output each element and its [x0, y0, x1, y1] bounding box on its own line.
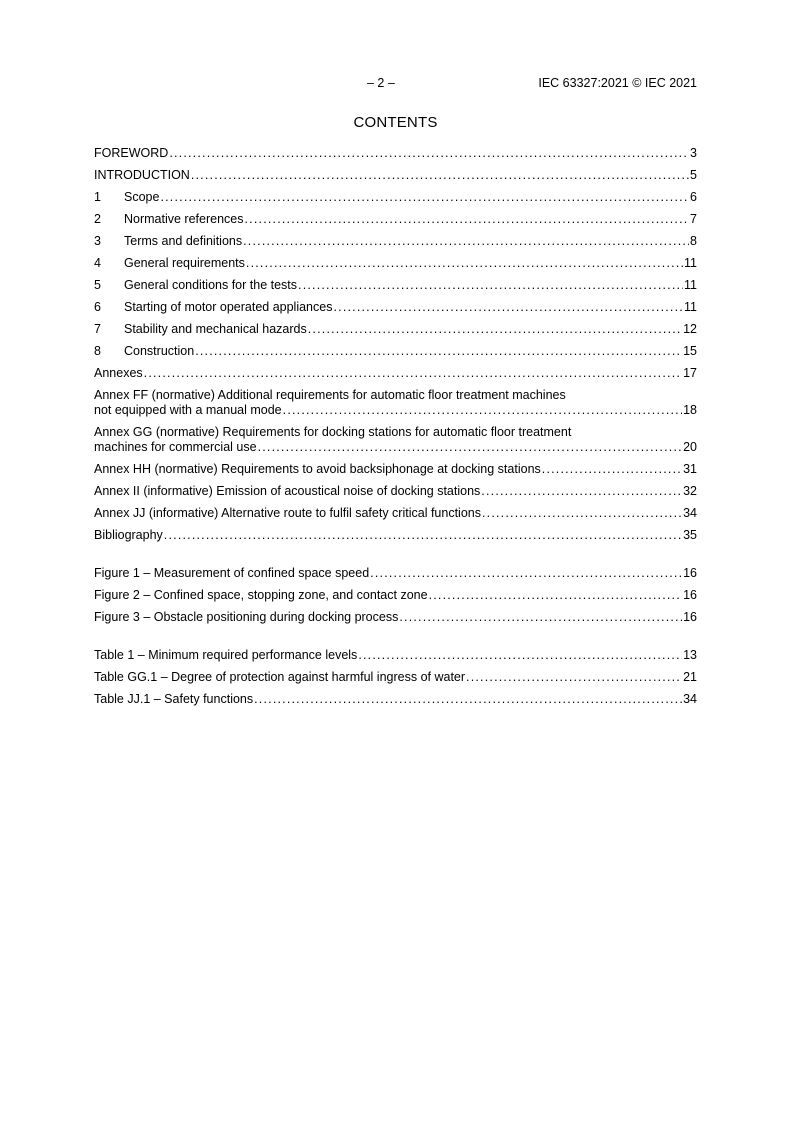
- toc-entry-table-jj1[interactable]: [94, 692, 697, 707]
- toc-page: 13: [683, 648, 697, 662]
- page-number: – 2 –: [367, 76, 395, 90]
- dot-leader: [466, 670, 682, 685]
- standard-reference: IEC 63327:2021 © IEC 2021: [538, 76, 697, 90]
- toc-label-line1: Annex FF (normative) Additional requirements for automatic floor treatment machines: [94, 388, 566, 402]
- toc-label: Figure 1 – Measurement of confined space speed: [94, 566, 370, 580]
- dot-leader: [298, 278, 683, 293]
- toc-page: 16: [683, 610, 697, 624]
- dot-leader: [144, 366, 682, 381]
- toc-label: Annexes: [94, 366, 143, 380]
- toc-page: 34: [683, 506, 697, 520]
- toc-entry-figure-2[interactable]: [94, 588, 697, 603]
- toc-page: 6: [690, 190, 697, 204]
- toc-label: Table GG.1 – Degree of protection against harmful ingress of water: [94, 670, 466, 684]
- clause-number: 4: [94, 256, 101, 270]
- toc-page: 35: [683, 528, 697, 542]
- toc-entry-foreword[interactable]: [94, 146, 697, 161]
- dot-leader: [245, 212, 690, 227]
- dot-leader: [254, 692, 682, 707]
- toc-page: 21: [683, 670, 697, 684]
- toc-page: 18: [683, 403, 697, 417]
- dot-leader: [358, 648, 682, 663]
- dot-leader: [169, 146, 689, 161]
- toc-label: FOREWORD: [94, 146, 169, 160]
- toc-entry-clause-6[interactable]: [94, 300, 697, 315]
- toc-entry-clause-3[interactable]: [94, 234, 697, 249]
- toc-label: Annex HH (normative) Requirements to avoid backsiphonage at docking stations: [94, 462, 541, 476]
- dot-leader: [283, 403, 682, 418]
- toc-page: 16: [683, 566, 697, 580]
- toc-label: Annex II (informative) Emission of acoustical noise of docking stations: [94, 484, 481, 498]
- page-header: [94, 76, 697, 92]
- clause-number: 3: [94, 234, 101, 248]
- toc-page: 7: [690, 212, 697, 226]
- clause-number: 2: [94, 212, 101, 226]
- toc-page: 15: [683, 344, 697, 358]
- toc-entry-annex-ii[interactable]: [94, 484, 697, 499]
- toc-page: 34: [683, 692, 697, 706]
- dot-leader: [399, 610, 682, 625]
- toc-label: Figure 3 – Obstacle positioning during docking process: [94, 610, 399, 624]
- toc-entry-clause-1[interactable]: [94, 190, 697, 205]
- clause-number: 7: [94, 322, 101, 336]
- toc-page: 11: [684, 256, 697, 270]
- dot-leader: [258, 440, 683, 455]
- toc-entry-annex-jj[interactable]: [94, 506, 697, 521]
- toc-entry-bibliography[interactable]: [94, 528, 697, 543]
- dot-leader: [370, 566, 682, 581]
- toc-entry-figure-1[interactable]: [94, 566, 697, 581]
- section-gap: [94, 632, 697, 648]
- toc-label: Annex JJ (informative) Alternative route to fulfil safety critical functions: [94, 506, 481, 520]
- toc-page: 11: [684, 300, 697, 314]
- clause-number: 8: [94, 344, 101, 358]
- toc-entry-clause-8[interactable]: [94, 344, 697, 359]
- toc-page: 5: [690, 168, 697, 182]
- clause-number: 5: [94, 278, 101, 292]
- dot-leader: [482, 506, 682, 521]
- dot-leader: [481, 484, 682, 499]
- toc-entry-introduction[interactable]: [94, 168, 697, 183]
- section-gap: [94, 550, 697, 566]
- toc-label-line1: Annex GG (normative) Requirements for docking stations for automatic floor treatment: [94, 425, 572, 439]
- page-title: CONTENTS: [353, 114, 438, 131]
- toc-label-line2: not equipped with a manual mode: [94, 403, 282, 417]
- toc-entry-annex-hh[interactable]: [94, 462, 697, 477]
- dot-leader: [246, 256, 683, 271]
- toc-label: Table 1 – Minimum required performance levels: [94, 648, 358, 662]
- toc-page: 8: [690, 234, 697, 248]
- toc-label: Stability and mechanical hazards: [124, 322, 307, 336]
- dot-leader: [191, 168, 689, 183]
- dot-leader: [195, 344, 682, 359]
- toc-page: 20: [683, 440, 697, 454]
- dot-leader: [429, 588, 683, 603]
- toc-label: Scope: [124, 190, 160, 204]
- toc-entry-table-1[interactable]: [94, 648, 697, 663]
- toc-label: Normative references: [124, 212, 244, 226]
- toc-entry-clause-4[interactable]: [94, 256, 697, 271]
- toc-label: Bibliography: [94, 528, 163, 542]
- toc-entry-figure-3[interactable]: [94, 610, 697, 625]
- dot-leader: [160, 190, 689, 205]
- table-of-contents: [94, 146, 697, 714]
- toc-page: 11: [684, 278, 697, 292]
- toc-label: Starting of motor operated appliances: [124, 300, 333, 314]
- toc-entry-clause-2[interactable]: [94, 212, 697, 227]
- toc-label: INTRODUCTION: [94, 168, 190, 182]
- toc-entry-table-gg1[interactable]: [94, 670, 697, 685]
- toc-page: 16: [683, 588, 697, 602]
- toc-page: 12: [683, 322, 697, 336]
- clause-number: 1: [94, 190, 101, 204]
- toc-label: Terms and definitions: [124, 234, 243, 248]
- clause-number: 6: [94, 300, 101, 314]
- dot-leader: [333, 300, 683, 315]
- toc-label: General conditions for the tests: [124, 278, 298, 292]
- toc-page: 17: [683, 366, 697, 380]
- dot-leader: [164, 528, 682, 543]
- dot-leader: [308, 322, 682, 337]
- toc-entry-annex-ff[interactable]: [94, 388, 697, 418]
- toc-page: 31: [683, 462, 697, 476]
- toc-label: Construction: [124, 344, 195, 358]
- toc-label: Figure 2 – Confined space, stopping zone, and contact zone: [94, 588, 428, 602]
- toc-label: General requirements: [124, 256, 245, 270]
- toc-label: Table JJ.1 – Safety functions: [94, 692, 254, 706]
- toc-entry-clause-5[interactable]: [94, 278, 697, 293]
- toc-entry-annex-gg[interactable]: [94, 425, 697, 455]
- toc-label-line2: machines for commercial use: [94, 440, 257, 454]
- toc-page: 3: [690, 146, 697, 160]
- toc-entry-clause-7[interactable]: [94, 322, 697, 337]
- dot-leader: [243, 234, 689, 249]
- dot-leader: [542, 462, 682, 477]
- toc-page: 32: [683, 484, 697, 498]
- toc-entry-annexes[interactable]: [94, 366, 697, 381]
